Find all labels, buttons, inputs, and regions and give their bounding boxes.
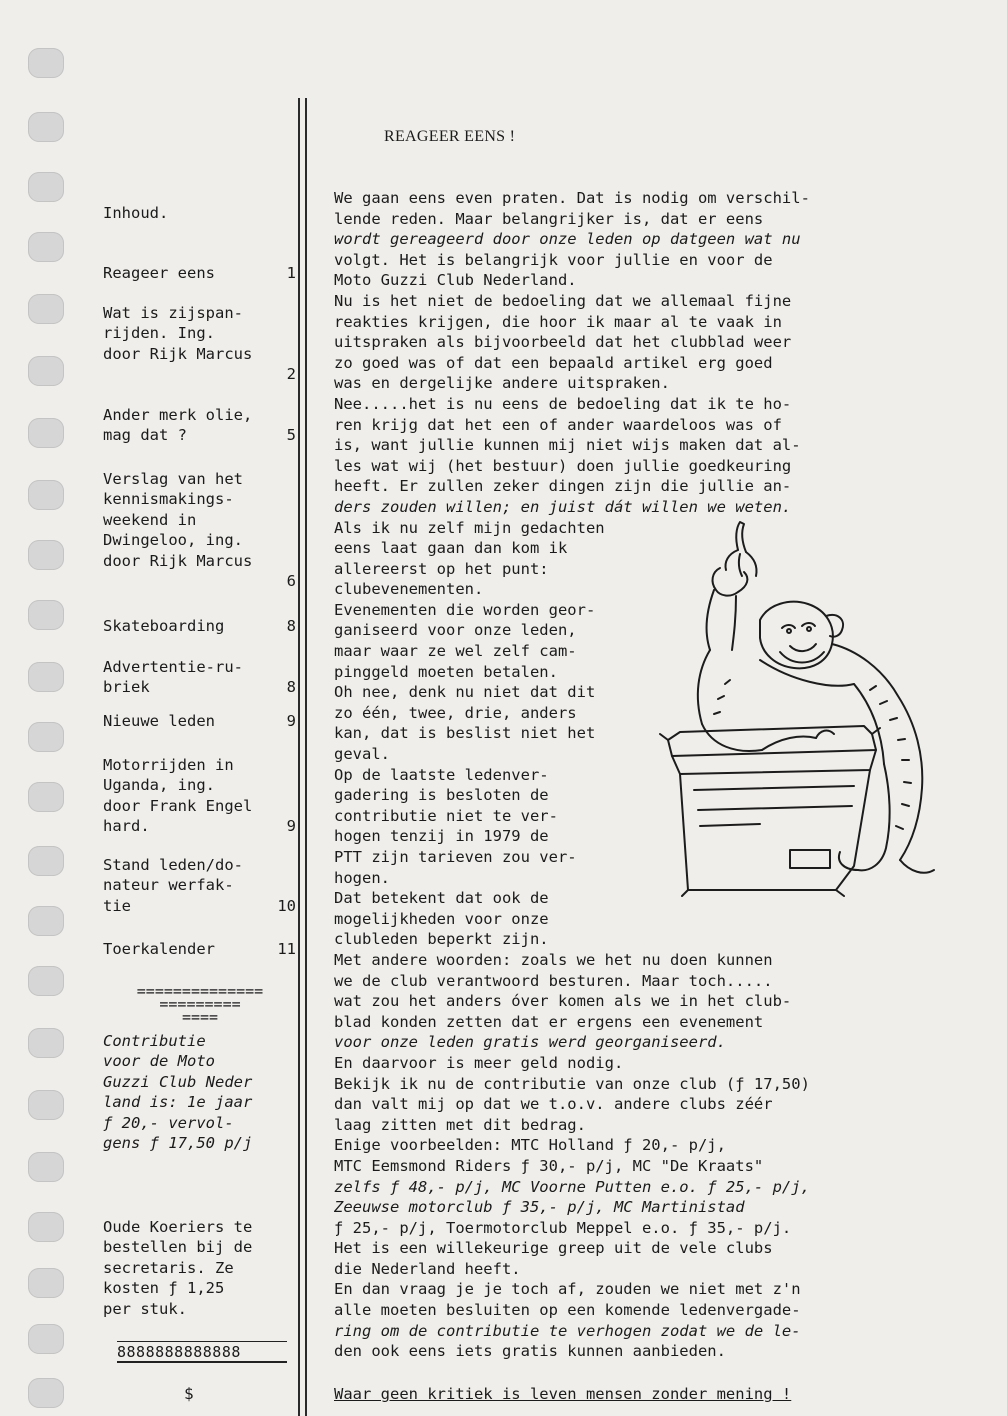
article-line: En daarvoor is meer geld nodig. bbox=[334, 1053, 624, 1072]
separator-row: ============== bbox=[136, 982, 264, 1000]
article-line: clubleden beperkt zijn. bbox=[334, 930, 549, 949]
toc-entry-text: Nieuwe leden bbox=[103, 712, 215, 730]
toc-entry-text: Uganda, ing. bbox=[103, 776, 215, 795]
article-line: Zeeuwse motorclub ƒ 35,- p/j, MC Martinistad bbox=[334, 1198, 745, 1217]
backissues-line: per stuk. bbox=[103, 1299, 187, 1318]
toc-entry-text: tie bbox=[103, 896, 131, 915]
article-line: kan, dat is beslist niet het bbox=[334, 724, 596, 743]
binder-hole bbox=[28, 1212, 64, 1242]
toc-entry bbox=[103, 263, 300, 283]
binder-hole bbox=[28, 1268, 64, 1298]
article-line: Evenementen die worden geor- bbox=[334, 600, 596, 619]
article-line: contributie niet te ver- bbox=[334, 806, 558, 825]
binder-hole bbox=[28, 1324, 64, 1354]
article-line: Enige voorbeelden: MTC Holland ƒ 20,- p/j, bbox=[334, 1136, 726, 1155]
binder-hole bbox=[28, 1028, 64, 1058]
article-line: blad konden zetten dat er ergens een evenement bbox=[334, 1012, 764, 1031]
toc-entry-text: weekend in bbox=[103, 510, 197, 529]
article-line: ƒ 25,- p/j, Toermotorclub Meppel e.o. ƒ 35,- p/j. bbox=[334, 1218, 792, 1237]
article-line: les wat wij (het bestuur) doen jullie goedkeuring bbox=[334, 456, 792, 475]
binder-hole bbox=[28, 600, 64, 630]
toc-page-number: 2 bbox=[286, 365, 296, 384]
binder-hole bbox=[28, 722, 64, 752]
dollar-mark: $ bbox=[184, 1384, 194, 1403]
article-line: zo één, twee, drie, anders bbox=[334, 703, 577, 722]
toc-entry-text: Ander merk olie, bbox=[103, 406, 253, 424]
toc-page-number: 10 bbox=[277, 896, 296, 915]
article-line: Als ik nu zelf mijn gedachten bbox=[334, 518, 605, 537]
toc-entry-text: kennismakings- bbox=[103, 490, 234, 509]
toc-title: Inhoud. bbox=[103, 204, 169, 222]
binder-hole bbox=[28, 112, 64, 142]
toc-entry-text: hard. bbox=[103, 817, 150, 836]
article-line: heeft. Er zullen zeker dingen zijn die jullie an- bbox=[334, 477, 792, 496]
contrib-line: voor de Moto bbox=[103, 1052, 215, 1071]
binder-hole bbox=[28, 232, 64, 262]
binder-hole bbox=[28, 906, 64, 936]
monkey-typewriter-drawing bbox=[640, 520, 950, 900]
toc-entry-text: Stand leden/do- bbox=[103, 856, 243, 874]
toc-entry-text: door Frank Engel bbox=[103, 796, 253, 815]
article-line: eens laat gaan dan kom ik bbox=[334, 539, 568, 558]
article-line: ders zouden willen; en juist dát willen we weten. bbox=[334, 497, 792, 516]
article-line: Nu is het niet de bedoeling dat we allemaal fijne bbox=[334, 291, 792, 310]
binder-hole bbox=[28, 418, 64, 448]
article-line: Op de laatste ledenver- bbox=[334, 765, 549, 784]
backissues-line: kosten ƒ 1,25 bbox=[103, 1279, 225, 1298]
toc-entry bbox=[103, 939, 300, 959]
article-line: PTT zijn tarieven zou ver- bbox=[334, 848, 577, 866]
article-line: uitspraken als bijvoorbeeld dat het clubblad weer bbox=[334, 333, 792, 352]
binder-hole bbox=[28, 294, 64, 324]
binder-hole bbox=[28, 1090, 64, 1120]
backissues-line: bestellen bij de bbox=[103, 1238, 253, 1257]
article-line: Nee.....het is nu eens de bedoeling dat ik te ho- bbox=[334, 394, 792, 413]
toc-entry-text: Motorrijden in bbox=[103, 756, 234, 774]
contribution-note bbox=[103, 1031, 300, 1153]
toc-page-number: 8 bbox=[286, 617, 296, 635]
column-rule-right bbox=[305, 98, 307, 1416]
binder-hole bbox=[28, 662, 64, 692]
toc-page-number: 9 bbox=[286, 712, 296, 730]
article-line: hogen. bbox=[334, 868, 390, 887]
article-line: zelfs ƒ 48,- p/j, MC Voorne Putten e.o. ƒ 25,- p/j, bbox=[334, 1177, 810, 1196]
article-line: En dan vraag je je toch af, zouden we niet met z'n bbox=[334, 1280, 801, 1299]
binder-hole bbox=[28, 846, 64, 876]
article-line: die Nederland heeft. bbox=[334, 1259, 521, 1278]
binder-holes bbox=[28, 0, 68, 1416]
article-line: clubevenementen. bbox=[334, 580, 484, 599]
article-line: volgt. Het is belangrijk voor jullie en voor de bbox=[334, 250, 773, 269]
toc-page-number: 11 bbox=[277, 940, 296, 958]
article-line: gadering is besloten de bbox=[334, 786, 549, 805]
binder-hole bbox=[28, 540, 64, 570]
article-line: ganiseerd voor onze leden, bbox=[334, 621, 577, 640]
article-line: zo goed was of dat een bepaald artikel erg goed bbox=[334, 353, 773, 372]
article-line: wat zou het anders óver komen als we in het club- bbox=[334, 992, 792, 1011]
contrib-line: ƒ 20,- vervol- bbox=[103, 1113, 234, 1132]
toc-entry bbox=[103, 469, 300, 590]
binder-hole bbox=[28, 356, 64, 386]
binder-hole bbox=[28, 782, 64, 812]
contrib-line: gens ƒ 17,50 p/j bbox=[103, 1134, 253, 1153]
contrib-line: Guzzi Club Neder bbox=[103, 1072, 253, 1091]
toc-entry bbox=[103, 405, 300, 446]
toc-entry-text: Dwingeloo, ing. bbox=[103, 531, 243, 550]
article-line: lende reden. Maar belangrijker is, dat er eens bbox=[334, 209, 764, 228]
article-line: maar waar ze wel zelf cam- bbox=[334, 642, 577, 661]
article-line: geval. bbox=[334, 745, 390, 764]
contrib-line: Contributie bbox=[103, 1032, 206, 1050]
toc-page-number: 9 bbox=[286, 817, 296, 836]
toc-entry-text: Toerkalender bbox=[103, 940, 215, 958]
toc-entry bbox=[103, 755, 300, 837]
article-line: was en dergelijke andere uitspraken. bbox=[334, 374, 670, 393]
article-line: den ook eens iets gratis kunnen aanbieden. bbox=[334, 1342, 726, 1361]
footer-motto: Waar geen kritiek is leven mensen zonder mening ! bbox=[334, 1385, 792, 1403]
article-line: Moto Guzzi Club Nederland. bbox=[334, 271, 577, 290]
article-line: wordt gereageerd door onze leden op datgeen wat nu bbox=[334, 230, 801, 249]
article-line: ring om de contributie te verhogen zodat we de le- bbox=[334, 1321, 801, 1340]
toc-entry-text: door Rijk Marcus bbox=[103, 344, 253, 363]
article-line: Dat betekent dat ook de bbox=[334, 889, 549, 908]
binder-hole bbox=[28, 1378, 64, 1408]
contrib-line: land is: 1e jaar bbox=[103, 1093, 253, 1112]
article-line: Oh nee, denk nu niet dat dit bbox=[334, 683, 596, 702]
article-heading: REAGEER EENS ! bbox=[384, 128, 516, 145]
article-line: allereerst op het punt: bbox=[334, 559, 549, 578]
binder-hole bbox=[28, 1152, 64, 1182]
toc-page-number: 5 bbox=[286, 426, 296, 445]
article-line: Met andere woorden: zoals we het nu doen kunnen bbox=[334, 950, 773, 969]
toc-entry bbox=[103, 657, 300, 698]
binder-hole bbox=[28, 480, 64, 510]
toc-page-number: 8 bbox=[286, 678, 296, 697]
toc-entry-text: rijden. Ing. bbox=[103, 324, 215, 343]
toc-entry-text: briek bbox=[103, 678, 150, 697]
article-line: dan valt mij op dat we t.o.v. andere clubs zéér bbox=[334, 1095, 773, 1114]
binder-hole bbox=[28, 48, 64, 78]
separator-line bbox=[105, 982, 295, 1026]
article-line: Het is een willekeurige greep uit de vele clubs bbox=[334, 1239, 773, 1258]
article-line: hogen tenzij in 1979 de bbox=[334, 827, 549, 846]
toc-page-number: 6 bbox=[286, 572, 296, 590]
back-issues-note bbox=[103, 1217, 300, 1319]
toc-entry-text: Wat is zijspan- bbox=[103, 304, 243, 322]
toc-entry-text: Reageer eens bbox=[103, 264, 215, 282]
toc-entry-text: door Rijk Marcus bbox=[103, 551, 253, 570]
separator-row: ========= bbox=[159, 995, 241, 1013]
toc-entry bbox=[103, 855, 300, 916]
backissues-line: secretaris. Ze bbox=[103, 1258, 234, 1277]
article-line: alle moeten besluiten op een komende ledenvergade- bbox=[334, 1301, 801, 1320]
backissues-line: Oude Koeriers te bbox=[103, 1218, 253, 1236]
toc-page-number: 1 bbox=[286, 264, 296, 282]
article-line: Bekijk ik nu de contributie van onze club (ƒ 17,50) bbox=[334, 1074, 810, 1093]
article-line: mogelijkheden voor onze bbox=[334, 909, 549, 928]
number-box: 8888888888888 bbox=[117, 1341, 287, 1363]
article-line: MTC Eemsmond Riders ƒ 30,- p/j, MC "De Kraats" bbox=[334, 1156, 764, 1175]
article-line: pinggeld moeten betalen. bbox=[334, 662, 558, 681]
toc-entry-text: nateur werfak- bbox=[103, 876, 234, 895]
article-line: is, want jullie kunnen mij niet wijs maken dat al- bbox=[334, 436, 801, 455]
separator-row: ==== bbox=[181, 1008, 219, 1026]
article-line: reakties krijgen, die hoor ik maar al te vaak in bbox=[334, 312, 782, 331]
toc-entry-text: mag dat ? bbox=[103, 426, 187, 445]
article-line: we de club verantwoord besturen. Maar toch..... bbox=[334, 971, 773, 990]
toc-entry bbox=[103, 711, 300, 731]
article-line: laag zitten met dit bedrag. bbox=[334, 1115, 586, 1134]
toc-entry bbox=[103, 616, 300, 636]
article-line: voor onze leden gratis werd georganiseerd. bbox=[334, 1033, 726, 1052]
toc-entry-text: Advertentie-ru- bbox=[103, 658, 243, 676]
article-line: ren krijg dat het een of ander waardeloos was of bbox=[334, 415, 782, 434]
binder-hole bbox=[28, 172, 64, 202]
article-line: We gaan eens even praten. Dat is nodig om verschil- bbox=[334, 189, 810, 207]
toc-entry-text: Verslag van het bbox=[103, 470, 243, 488]
toc-entry-text: Skateboarding bbox=[103, 617, 225, 635]
toc-entry bbox=[103, 303, 300, 384]
binder-hole bbox=[28, 966, 64, 996]
